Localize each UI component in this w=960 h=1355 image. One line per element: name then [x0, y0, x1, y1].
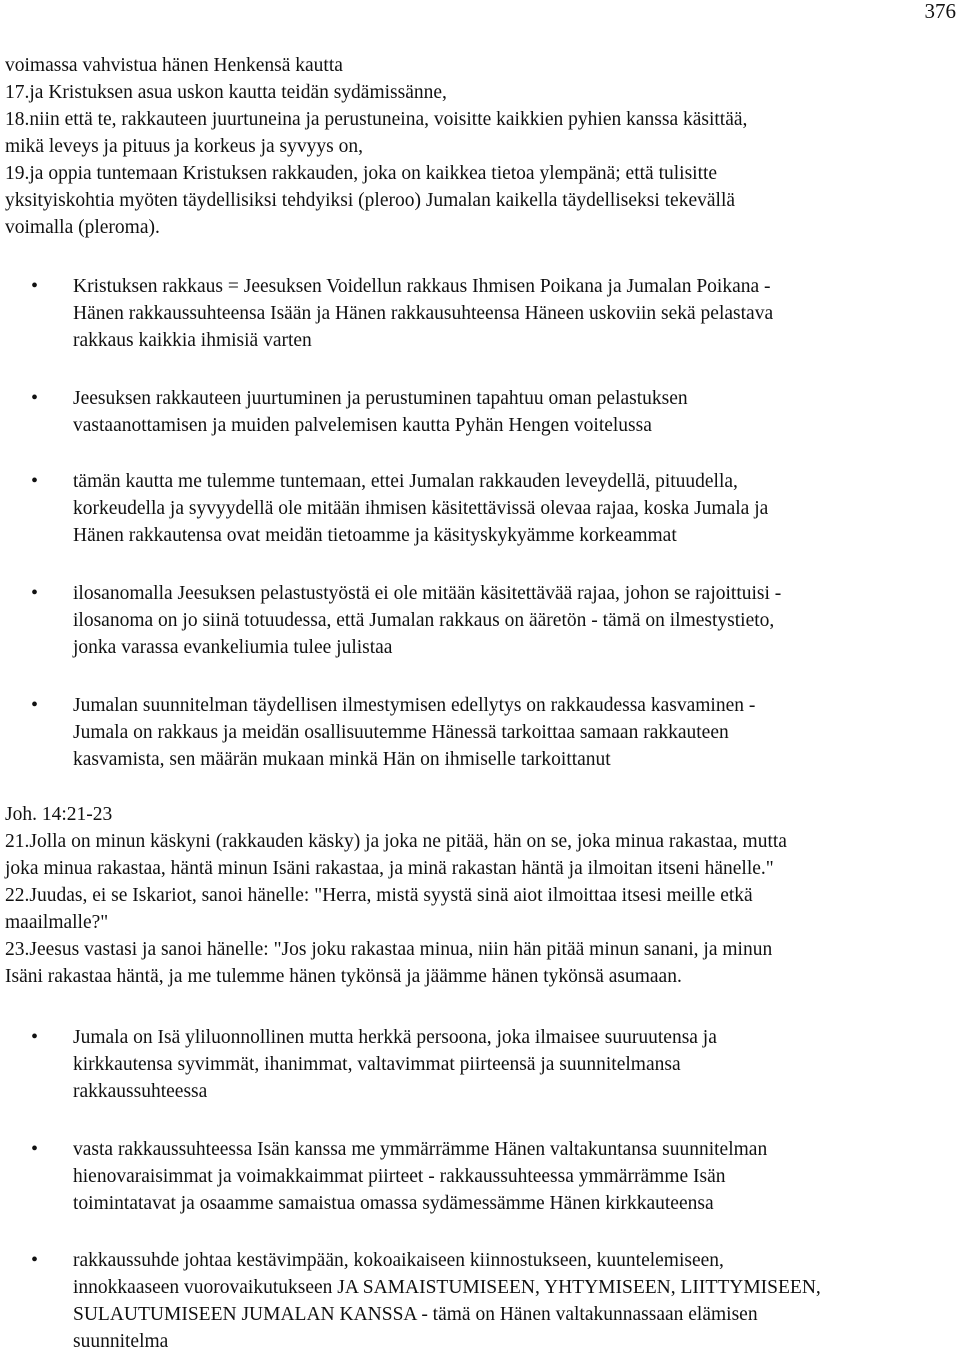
verse-line: yksityiskohtia myöten täydellisiksi tehdyiksi (pleroo) Jumalan kaikella täydelliseksi tekevällä [5, 190, 736, 211]
bullet-line: rakkaussuhteessa [73, 1081, 208, 1102]
bullet-line: vasta rakkaussuhteessa Isän kanssa me ymmärrämme Hänen valtakuntansa suunnitelman [73, 1139, 768, 1160]
verse-block-1 [5, 52, 956, 241]
bullet-line: Jumala on rakkaus ja meidän osallisuutemme Hänessä tarkoittaa samaan rakkauteen [73, 722, 729, 743]
verse-line: 18.niin että te, rakkauteen juurtuneina ja perustuneina, voisitte kaikkien pyhien kanssa käsittää, [5, 109, 748, 130]
verse-line: 22.Juudas, ei se Iskariot, sanoi hänelle: "Herra, mistä syystä sinä aiot ilmoittaa itsesi meille etkä [5, 885, 753, 906]
bullet-icon: • [31, 275, 39, 297]
bullet-line: kasvamista, sen määrän mukaan minkä Hän on ihmiselle tarkoittanut [73, 749, 611, 770]
verse-line: maailmalle?" [5, 912, 109, 933]
bullet-line: rakkaus kaikkia ihmisiä varten [73, 330, 312, 351]
verse-line: 23.Jeesus vastasi ja sanoi hänelle: "Jos joku rakastaa minua, niin hän pitää minun sanani, ja minun [5, 939, 773, 960]
verse-line: 17.ja Kristuksen asua uskon kautta teidän sydämissänne, [5, 82, 447, 103]
bullet-line: Jumala on Isä yliluonnollinen mutta herkkä persoona, joka ilmaisee suuruutensa ja [73, 1027, 717, 1048]
bullet-line: toimintatavat ja osaamme samaistua omassa sydämessämme Hänen kirkkauteensa [73, 1193, 714, 1214]
verse-line: Isäni rakastaa häntä, ja me tulemme hänen tykönsä ja jäämme hänen tykönsä asumaan. [5, 966, 682, 987]
bullet-icon: • [31, 387, 39, 409]
bullet-icon: • [31, 694, 39, 716]
verse-line: mikä leveys ja pituus ja korkeus ja syvyys on, [5, 136, 363, 157]
verse-line: joka minua rakastaa, häntä minun Isäni rakastaa, ja minä rakastan häntä ja ilmoitan itseni hänelle." [5, 858, 774, 879]
bullet-icon: • [31, 1138, 39, 1160]
verse-line: 19.ja oppia tuntemaan Kristuksen rakkauden, joka on kaikkea tietoa ylempänä; että tulisitte [5, 163, 718, 184]
bullet-line: Hänen rakkaussuhteensa Isään ja Hänen rakkausuhteensa Häneen uskoviin sekä pelastava [73, 303, 774, 324]
bullet-line: tämän kautta me tulemme tuntemaan, ettei Jumalan rakkauden leveydellä, pituudella, [73, 471, 738, 492]
bullet-line: jonka varassa evankeliumia tulee julistaa [73, 637, 393, 658]
bullet-icon: • [31, 1249, 39, 1271]
bullet-line: kirkkautensa syvimmät, ihanimmat, valtavimmat piirteensä ja suunnitelmansa [73, 1054, 681, 1075]
bullet-line: suunnitelma [73, 1331, 169, 1352]
scripture-reference: Joh. 14:21-23 [5, 804, 113, 825]
bullet-line: Hänen rakkautensa ovat meidän tietoamme ja käsityskykyämme korkeammat [73, 525, 677, 546]
bullet-line: ilosanomalla Jeesuksen pelastustyöstä ei ole mitään käsitettävää rajaa, johon se rajoittuisi - [73, 583, 782, 604]
verse-line: voimassa vahvistua hänen Henkensä kautta [5, 55, 343, 76]
bullet-icon: • [31, 470, 39, 492]
page-number: 376 [924, 0, 956, 23]
bullet-line: hienovaraisimmat ja voimakkaimmat piirteet - rakkaussuhteessa ymmärrämme Isän [73, 1166, 726, 1187]
bullet-icon: • [31, 1026, 39, 1048]
verse-block-2 [5, 801, 956, 990]
bullet-line: innokkaaseen vuorovaikutukseen JA SAMAISTUMISEEN, YHTYMISEEN, LIITTYMISEEN, [73, 1277, 821, 1298]
bullet-line: vastaanottamisen ja muiden palvelemisen kautta Pyhän Hengen voitelussa [73, 415, 652, 436]
bullet-line: ilosanoma on jo siinä totuudessa, että Jumalan rakkaus on ääretön - tämä on ilmestystieto, [73, 610, 775, 631]
bullet-icon: • [31, 582, 39, 604]
bullet-line: Kristuksen rakkaus = Jeesuksen Voidellun rakkaus Ihmisen Poikana ja Jumalan Poikana - [73, 276, 771, 297]
bullet-line: rakkaussuhde johtaa kestävimpään, kokoaikaiseen kiinnostukseen, kuuntelemiseen, [73, 1250, 724, 1271]
bullet-line: Jeesuksen rakkauteen juurtuminen ja perustuminen tapahtuu oman pelastuksen [73, 388, 688, 409]
bullet-line: SULAUTUMISEEN JUMALAN KANSSA - tämä on Hänen valtakunnassaan elämisen [73, 1304, 758, 1325]
bullet-line: Jumalan suunnitelman täydellisen ilmestymisen edellytys on rakkaudessa kasvaminen - [73, 695, 756, 716]
verse-line: voimalla (pleroma). [5, 217, 160, 238]
verse-line: 21.Jolla on minun käskyni (rakkauden käsky) ja joka ne pitää, hän on se, joka minua rakastaa, mutta [5, 831, 787, 852]
bullet-line: korkeudella ja syvyydellä ole mitään ihmisen käsitettävissä olevaa rajaa, koska Jumala ja [73, 498, 769, 519]
